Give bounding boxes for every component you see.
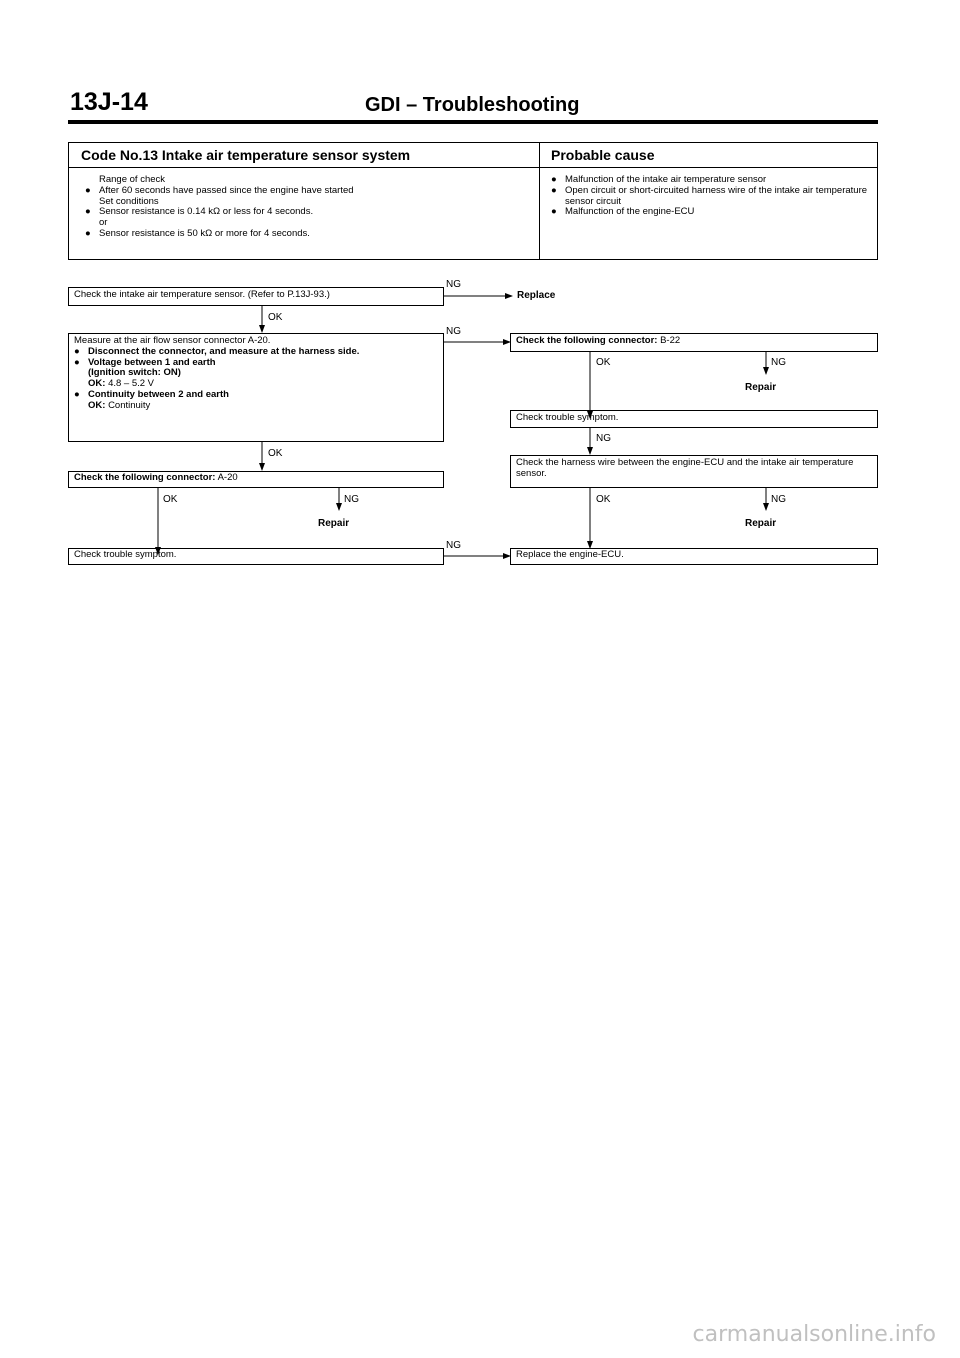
watermark: carmanualsonline.info xyxy=(692,1322,936,1347)
measure-box xyxy=(68,333,444,442)
harness-check-box: Check the harness wire between the engine-ECU and the intake air temperature sensor. xyxy=(510,455,878,488)
list-item: or xyxy=(99,217,108,229)
ng-label: NG xyxy=(446,540,461,551)
check-symptom-box: Check trouble symptom. xyxy=(68,548,444,565)
list-item: ● Continuity between 2 and earth xyxy=(74,388,229,400)
list-item: ● Open circuit or short-circuited harness wire of the intake air temperature sensor circuit xyxy=(551,184,868,207)
connector-b22-box: Check the following connector: B-22 xyxy=(510,333,878,352)
check-sensor-box: Check the intake air temperature sensor. (Refer to P.13J-93.) xyxy=(68,287,444,306)
list-item: ● Malfunction of the engine-ECU xyxy=(551,206,695,218)
repair-label: Repair xyxy=(318,518,350,529)
ok-label: OK xyxy=(596,494,611,505)
code-heading: Code No.13 Intake air temperature sensor system xyxy=(69,143,539,168)
connector-a20-box: Check the following connector: A-20 xyxy=(68,471,444,488)
list-item: OK: 4.8 – 5.2 V xyxy=(88,378,155,390)
ng-label: NG xyxy=(771,494,786,505)
ng-label: NG xyxy=(596,433,611,444)
list-item: Range of check xyxy=(99,174,166,185)
ng-label: NG xyxy=(344,494,359,505)
repair-label: Repair xyxy=(745,518,777,529)
check-symptom-box: Check trouble symptom. xyxy=(510,410,878,428)
list-item: ● After 60 seconds have passed since the engine have started xyxy=(85,184,354,196)
ok-label: OK xyxy=(596,357,611,368)
ok-label: OK xyxy=(268,448,283,459)
ng-label: NG xyxy=(771,357,786,368)
page-number: 13J-14 xyxy=(70,88,148,116)
replace-ecu-box: Replace the engine-ECU. xyxy=(510,548,878,565)
list-item: ● Voltage between 1 and earth xyxy=(74,356,216,368)
replace-label: Replace xyxy=(517,290,556,301)
measure-intro: Measure at the air flow sensor connector A-20. xyxy=(74,335,271,346)
probable-cause-heading: Probable cause xyxy=(539,143,877,168)
list-item: ● Malfunction of the intake air temperature sensor xyxy=(551,174,767,185)
list-item: Set conditions xyxy=(99,195,159,207)
ok-label: OK xyxy=(268,312,283,323)
page-title: GDI – Troubleshooting xyxy=(365,94,580,116)
ok-label: OK xyxy=(163,494,178,505)
repair-label: Repair xyxy=(745,382,777,393)
list-item: ● Disconnect the connector, and measure at the harness side. xyxy=(74,345,360,357)
ng-label: NG xyxy=(446,326,461,337)
list-item: (Ignition switch: ON) xyxy=(88,367,181,379)
list-item: ● Sensor resistance is 50 kΩ or more for 4 seconds. xyxy=(85,227,310,239)
list-item: OK: Continuity xyxy=(88,399,151,411)
list-item: ● Sensor resistance is 0.14 kΩ or less for 4 seconds. xyxy=(85,206,314,218)
ng-label: NG xyxy=(446,279,461,290)
